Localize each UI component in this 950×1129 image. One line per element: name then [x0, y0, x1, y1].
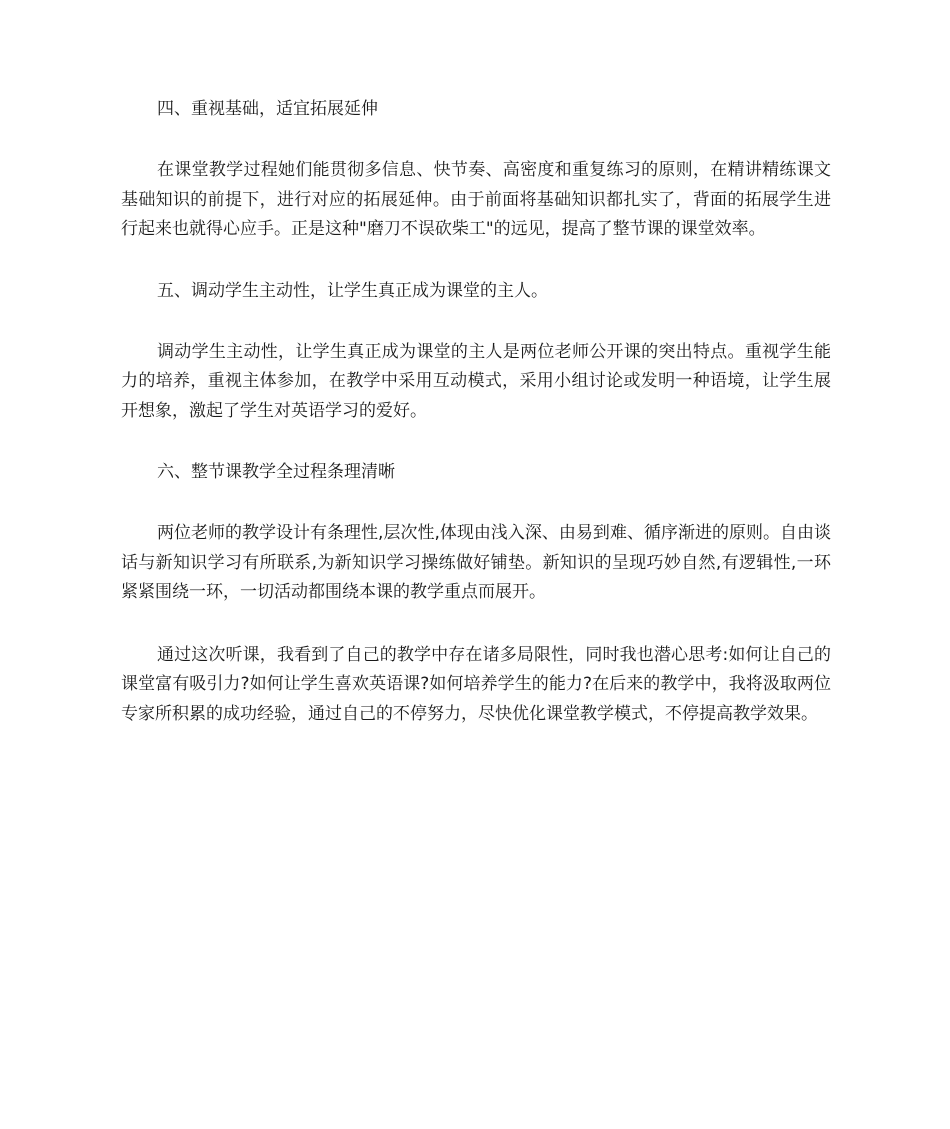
spacer	[121, 122, 831, 156]
spacer	[121, 426, 831, 459]
spacer	[121, 485, 831, 519]
spacer	[121, 304, 831, 338]
section-heading-4: 四、重视基础，适宜拓展延伸	[157, 99, 378, 119]
section-paragraph-6: 两位老师的教学设计有条理性,层次性,体现由浅入深、由易到难、循序渐进的原则。自由谈话与新知识学习有所联系,为新知识学习操练做好铺垫。新知识的呈现巧妙自然,有逻辑性,一环紧紧围绕一环，一切活动都围绕本课的教学重点而展开。	[121, 523, 831, 602]
document-body	[121, 96, 831, 729]
closing-paragraph: 通过这次听课，我看到了自己的教学中存在诸多局限性，同时我也潜心思考:如何让自己的课堂富有吸引力?如何让学生喜欢英语课?如何培养学生的能力?在后来的教学中，我将汲取两位专家所积累的成功经验，通过自己的不停努力，尽快优化课堂教学模式，不停提高教学效果。	[121, 644, 831, 724]
section-heading-5: 五、调动学生主动性，让学生真正成为课堂的主人。	[157, 280, 548, 301]
spacer	[121, 245, 831, 278]
section-paragraph-5: 调动学生主动性，让学生真正成为课堂的主人是两位老师公开课的突出特点。重视学生能力的培养，重视主体参加，在教学中采用互动模式，采用小组讨论或发明一种语境，让学生展开想象，激起了学生对英语学习的爱好。	[121, 341, 831, 421]
spacer	[121, 608, 831, 641]
section-paragraph-4: 在课堂教学过程她们能贯彻多信息、快节奏、高密度和重复练习的原则，在精讲精练课文基础知识的前提下，进行对应的拓展延伸。由于前面将基础知识都扎实了，背面的拓展学生进行起来也就得心应手。正是这种"磨刀不误砍柴工"的远见，提高了整节课的课堂效率。	[121, 160, 831, 239]
section-heading-6: 六、整节课教学全过程条理清晰	[157, 462, 395, 482]
